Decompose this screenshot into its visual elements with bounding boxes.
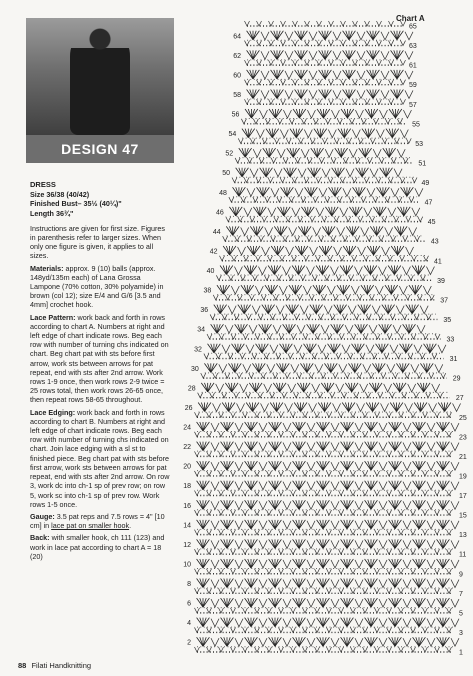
row-number-left: 54	[228, 131, 237, 139]
chart-row	[245, 99, 406, 104]
chart-row	[198, 402, 460, 412]
row-number-left: 36	[200, 307, 209, 315]
chart-row	[195, 412, 454, 417]
row-number-right: 39	[437, 277, 445, 285]
row-number-left: 40	[206, 268, 215, 276]
chart-row	[195, 471, 454, 476]
back-body: with smaller hook, ch 111 (123) and work in lace pat according to chart A = 18 (20)	[30, 533, 165, 561]
row-number-left: 46	[216, 209, 224, 217]
lace-pattern-body: work back and forth in rows according to chart A. Numbers at right and left edge of chart indicate rows. Beg each row with number of turning chs indicated on chart. Beg chart pat with sts before first arrow, work sts between arrows for pat repeat, end with sts after 2nd arrow. Work rows 1-9 once, then work rows 2-9 twice = 25 rows total, then work rows 26-65 once, then repeat rows 58-65 throughout.	[30, 312, 169, 405]
chart-row	[201, 373, 447, 378]
chart-row	[247, 50, 413, 60]
row-number-left: 26	[184, 404, 193, 412]
chart-label: Chart A	[396, 14, 425, 23]
chart-row	[238, 138, 411, 143]
row-number-right: 3	[459, 629, 463, 637]
row-number-right: 65	[409, 23, 417, 31]
row-number-left: 4	[187, 620, 191, 628]
row-number-right: 47	[424, 199, 433, 207]
chart-row	[195, 510, 454, 515]
row-number-right: 11	[459, 551, 467, 559]
chart-row	[223, 236, 425, 241]
gauge-paragraph	[30, 512, 172, 530]
row-number-right: 53	[415, 140, 424, 148]
row-number-left: 48	[219, 189, 227, 197]
chart-row	[197, 618, 459, 628]
chart-row	[213, 295, 434, 300]
chart-row	[226, 226, 423, 236]
row-number-right: 23	[459, 434, 467, 442]
row-number-right: 25	[459, 414, 467, 422]
row-number-left: 10	[183, 561, 191, 569]
row-number-right: 59	[409, 82, 417, 90]
chart-row	[220, 266, 434, 276]
chart-row	[204, 354, 444, 359]
row-number-left: 12	[183, 541, 191, 549]
chart-row	[195, 627, 454, 632]
row-number-left: 24	[183, 424, 191, 432]
publication-name: Filati Handknitting	[31, 661, 92, 670]
crochet-chart	[180, 18, 470, 668]
chart-row	[245, 60, 406, 65]
row-number-left: 2	[187, 639, 191, 647]
row-number-right: 9	[459, 571, 463, 579]
chart-row	[197, 500, 459, 510]
chart-row	[235, 158, 412, 163]
row-number-right: 31	[449, 356, 458, 364]
chart-row	[245, 109, 411, 119]
chart-row	[229, 197, 419, 202]
chart-row	[197, 579, 459, 589]
row-number-left: 58	[233, 91, 241, 99]
chart-row	[232, 178, 417, 183]
chart-row	[197, 461, 459, 471]
row-number-left: 14	[183, 522, 191, 530]
row-number-right: 35	[443, 316, 452, 324]
chart-row	[208, 344, 446, 354]
row-number-left: 18	[183, 483, 191, 491]
lace-edging-heading: Lace Edging:	[30, 407, 76, 417]
row-number-left: 32	[194, 346, 202, 354]
intro-paragraph: Instructions are given for first size. Figures in parenthesis refer to larger sizes. When only one figure is given, it applies to all sizes.	[30, 223, 166, 261]
row-number-left: 64	[233, 33, 241, 41]
chart-row	[247, 31, 413, 41]
row-number-left: 42	[209, 248, 218, 256]
chart-row	[247, 70, 413, 80]
row-number-right: 61	[409, 62, 417, 70]
row-number-right: 49	[421, 180, 430, 187]
row-number-right: 41	[434, 258, 442, 266]
chart-row	[195, 549, 454, 554]
chart-row	[223, 246, 426, 256]
lace-edging-body: work back and forth in rows according to chart B. Numbers at right and left edge of chart indicate rows. Beg each row with number of turning chs indicated on chart. Join lace edging with a sl st to finished piece. Beg chart pat with sts before first arrow, work sts between arrows for pat repeat, end with sts after 2nd arrow. On row 3, work dc into ch-1 sp of prev row; on row 5, work sc into ch-1 sp of prev row. Work rows 1-5 once.	[30, 407, 170, 509]
row-number-left: 44	[212, 228, 221, 236]
chart-row	[214, 305, 436, 315]
row-number-right: 7	[459, 590, 463, 598]
gauge-heading: Gauge:	[30, 511, 55, 521]
row-number-left: 52	[225, 150, 234, 158]
chart-row	[197, 442, 459, 452]
chart-row	[226, 217, 423, 222]
chart-row	[195, 432, 454, 437]
chart-row	[220, 256, 429, 261]
model-figure	[70, 26, 130, 135]
chart-row	[245, 41, 406, 46]
lace-pattern-heading: Lace Pattern:	[30, 312, 76, 322]
chart-row	[197, 637, 459, 647]
dress-title: DRESS	[30, 180, 56, 189]
materials-paragraph	[30, 264, 172, 310]
row-number-right: 55	[412, 121, 420, 129]
length-line: Length 36¾"	[30, 208, 74, 218]
chart-row	[236, 168, 414, 178]
back-paragraph	[30, 533, 172, 561]
row-number-right: 21	[459, 453, 467, 461]
row-number-right: 29	[452, 375, 461, 383]
chart-row	[197, 422, 459, 432]
row-number-left: 56	[231, 111, 240, 119]
row-number-left: 62	[233, 52, 241, 60]
chart-row	[210, 314, 437, 319]
chart-row	[204, 363, 445, 373]
row-number-left: 60	[233, 72, 241, 80]
chart-row	[241, 119, 406, 124]
row-number-right: 37	[440, 297, 449, 305]
row-number-right: 43	[430, 238, 439, 246]
chart-row	[195, 530, 454, 535]
row-number-left: 30	[191, 365, 199, 373]
page-footer	[18, 661, 91, 670]
chart-row	[197, 539, 459, 549]
row-number-right: 1	[459, 649, 463, 657]
size-line: Size 36/38 (40/42)	[30, 190, 90, 200]
chart-row	[245, 21, 406, 26]
chart-row	[197, 559, 459, 569]
chart-row	[207, 334, 441, 339]
row-number-left: 16	[183, 502, 191, 510]
instructions-column	[30, 180, 172, 564]
lace-pattern-paragraph	[30, 313, 172, 405]
bust-line: Finished Bust– 35½ (40¼)"	[30, 199, 122, 209]
row-number-right: 51	[418, 160, 427, 168]
row-number-left: 34	[197, 326, 206, 334]
chart-row	[197, 481, 459, 491]
materials-body: approx. 9 (10) balls (approx. 148yd/135m each) of Lana Grossa Lampone (70% cotton, 30% polyamide) in brown (col 12); size E/4 and G/6 [3.5 and 4mm] crochet hook.	[30, 263, 164, 310]
chart-row	[217, 285, 433, 295]
gauge-body-b: .	[129, 521, 132, 531]
chart-row	[245, 80, 406, 85]
chart-row	[197, 598, 459, 608]
chart-row	[216, 275, 431, 280]
row-number-left: 8	[187, 581, 191, 589]
row-number-right: 57	[409, 101, 417, 109]
lace-edging-paragraph	[30, 408, 172, 509]
chart-row	[211, 324, 439, 334]
chart-row	[247, 89, 413, 99]
gauge-body-a: 3.5 pat reps and 7.5 rows = 4" [10 cm] in	[30, 511, 165, 531]
row-number-right: 15	[459, 512, 467, 520]
row-number-right: 63	[409, 43, 417, 51]
chart-row	[195, 451, 454, 456]
gauge-link[interactable]: lace pat on smaller hook	[51, 521, 130, 531]
row-number-right: 13	[459, 532, 467, 540]
model-photo	[26, 18, 174, 135]
design-title: DESIGN 47	[61, 141, 139, 157]
chart-row	[239, 148, 411, 158]
materials-heading: Materials:	[30, 263, 64, 273]
row-number-right: 33	[446, 336, 455, 344]
chart-row	[242, 129, 408, 139]
page-number: 88	[18, 661, 27, 670]
chart-row	[195, 569, 454, 574]
chart-row	[201, 383, 448, 393]
row-number-left: 22	[183, 444, 191, 452]
chart-row	[195, 608, 454, 613]
row-number-left: 28	[187, 385, 196, 393]
chart-row	[195, 647, 454, 652]
chart-row	[195, 588, 454, 593]
chart-row	[197, 520, 459, 530]
row-number-right: 5	[459, 610, 463, 618]
row-number-left: 38	[203, 287, 212, 295]
row-number-left: 6	[187, 600, 191, 608]
back-heading: Back:	[30, 533, 50, 543]
chart-row	[198, 393, 450, 398]
row-number-right: 19	[459, 473, 467, 481]
chart-row	[229, 207, 420, 217]
row-number-left: 20	[183, 463, 191, 471]
row-number-right: 27	[455, 395, 464, 403]
chart-row	[195, 491, 454, 496]
row-number-right: 17	[459, 493, 467, 500]
row-number-right: 45	[427, 219, 436, 227]
row-number-left: 50	[222, 170, 231, 178]
design-banner	[26, 135, 174, 163]
chart-row	[233, 187, 423, 197]
